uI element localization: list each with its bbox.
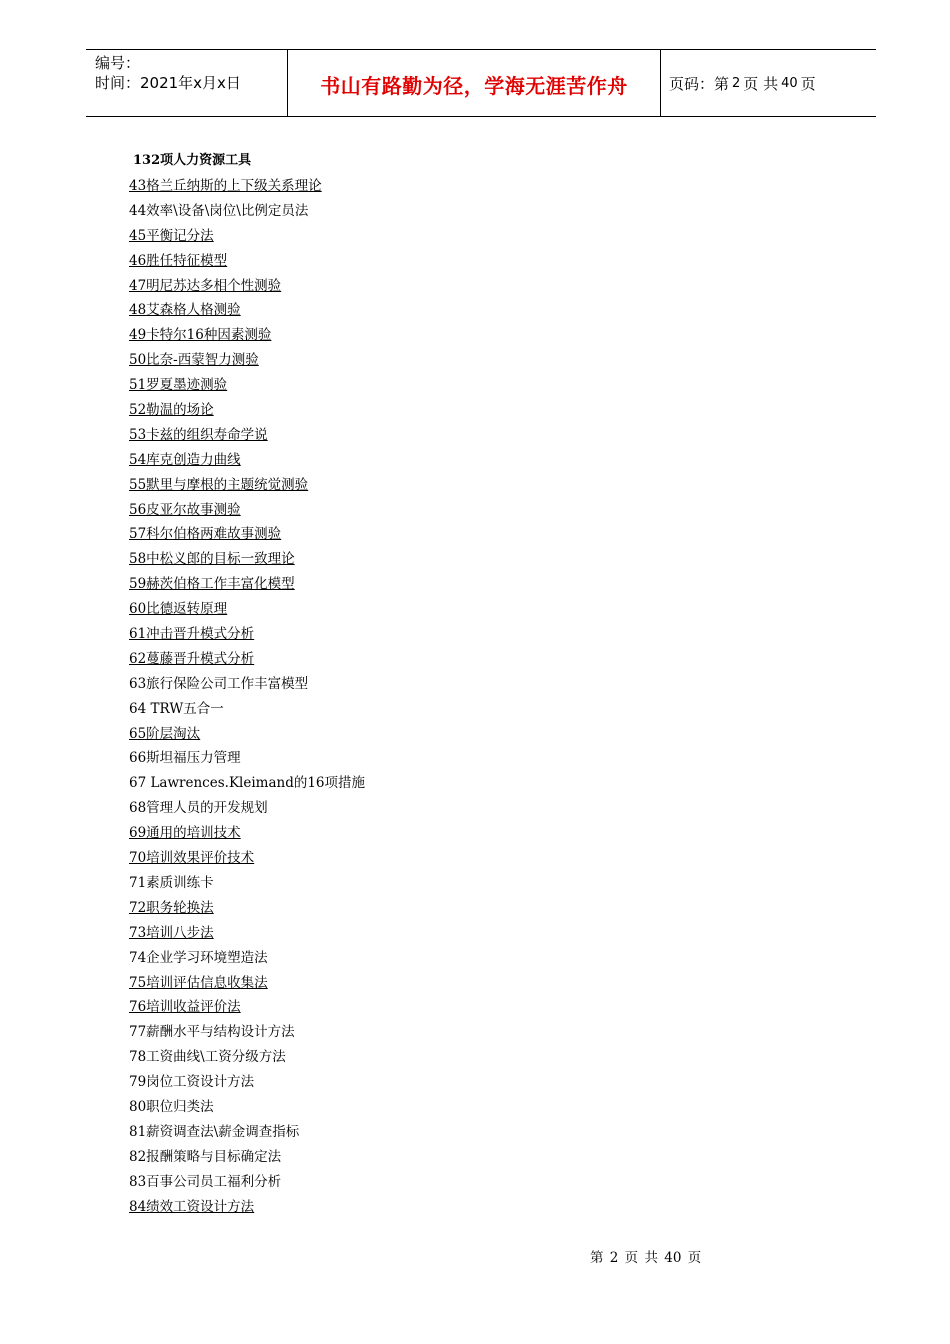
list-item-link[interactable]: 72职务轮换法 xyxy=(129,899,214,916)
list-item: 67 Lawrences.Kleimand的16项措施 xyxy=(129,775,366,792)
header-page-mid: 页 共 xyxy=(743,74,779,93)
list-item-link[interactable]: 58中松义郎的目标一致理论 xyxy=(129,551,295,568)
document-title: 132项人力资源工具 xyxy=(133,153,252,168)
list-item: 83百事公司员工福利分析 xyxy=(129,1173,282,1190)
list-item-link[interactable]: 57科尔伯格两难故事测验 xyxy=(129,526,282,543)
list-item-link[interactable]: 56皮亚尔故事测验 xyxy=(129,501,241,518)
list-item-link[interactable]: 59赫茨伯格工作丰富化模型 xyxy=(129,576,295,593)
list-item-link[interactable]: 76培训收益评价法 xyxy=(129,999,241,1016)
header-page-suffix: 页 xyxy=(800,74,816,93)
document-body xyxy=(129,151,365,1219)
list-item: 68管理人员的开发规划 xyxy=(129,800,268,817)
list-item: 77薪酬水平与结构设计方法 xyxy=(129,1024,295,1041)
list-item-link[interactable]: 49卡特尔16种因素测验 xyxy=(129,327,272,344)
list-item: 80职位归类法 xyxy=(129,1098,214,1115)
list-item-link[interactable]: 70培训效果评价技术 xyxy=(129,850,255,867)
list-item-link[interactable]: 43格兰丘纳斯的上下级关系理论 xyxy=(129,178,322,194)
list-item-link[interactable]: 46胜任特征模型 xyxy=(129,252,228,269)
list-item-link[interactable]: 62蔓藤晋升模式分析 xyxy=(129,650,255,667)
header-page-cell xyxy=(661,50,876,116)
header-meta-cell xyxy=(86,50,288,116)
list-item-link[interactable]: 65阶层淘汰 xyxy=(129,725,201,742)
list-item-link[interactable]: 75培训评估信息收集法 xyxy=(129,974,268,991)
list-item-link[interactable]: 53卡兹的组织寿命学说 xyxy=(129,426,268,443)
document-time-label: 时间：2021年x月x日 xyxy=(95,74,241,92)
list-item: 64 TRW五合一 xyxy=(129,700,224,717)
list-item: 78工资曲线\工资分级方法 xyxy=(129,1049,286,1066)
list-item: 63旅行保险公司工作丰富模型 xyxy=(129,675,309,692)
list-item: 82报酬策略与目标确定法 xyxy=(129,1148,282,1165)
header-motto: 书山有路勤为径，学海无涯苦作舟 xyxy=(320,73,628,98)
list-item-link[interactable]: 48艾森格人格测验 xyxy=(129,302,241,319)
header-page-prefix: 页码：第 xyxy=(669,74,730,93)
list-item-link[interactable]: 52勒温的场论 xyxy=(129,402,214,419)
list-item-link[interactable]: 61冲击晋升模式分析 xyxy=(129,626,255,643)
list-item-link[interactable]: 45平衡记分法 xyxy=(129,227,214,244)
list-item-link[interactable]: 60比德返转原理 xyxy=(129,601,228,618)
list-item-link[interactable]: 55默里与摩根的主题统觉测验 xyxy=(129,476,309,493)
document-number-label: 编号： xyxy=(95,54,141,72)
header-page-current: 2 xyxy=(732,75,741,91)
list-item-link[interactable]: 69通用的培训技术 xyxy=(129,825,241,842)
tool-list xyxy=(129,174,365,1219)
list-item: 81薪资调查法\薪金调查指标 xyxy=(129,1123,300,1140)
list-item: 79岗位工资设计方法 xyxy=(129,1074,255,1091)
list-item-link[interactable]: 73培训八步法 xyxy=(129,924,214,941)
page-footer: 第 2 页 共 40 页 xyxy=(590,1250,702,1266)
list-item: 74企业学习环境塑造法 xyxy=(129,949,268,966)
list-item-link[interactable]: 50比奈-西蒙智力测验 xyxy=(129,352,259,369)
header-page-total: 40 xyxy=(781,75,798,91)
list-item-link[interactable]: 84绩效工资设计方法 xyxy=(129,1198,255,1215)
list-item-link[interactable]: 47明尼苏达多相个性测验 xyxy=(129,277,282,294)
list-item: 71素质训练卡 xyxy=(129,874,214,891)
page-header xyxy=(86,49,876,117)
list-item: 44效率\设备\岗位\比例定员法 xyxy=(129,202,309,219)
list-item-link[interactable]: 54库克创造力曲线 xyxy=(129,451,241,468)
header-motto-cell xyxy=(288,50,661,116)
list-item-link[interactable]: 51罗夏墨迹测验 xyxy=(129,377,228,394)
list-item: 66斯坦福压力管理 xyxy=(129,750,241,767)
